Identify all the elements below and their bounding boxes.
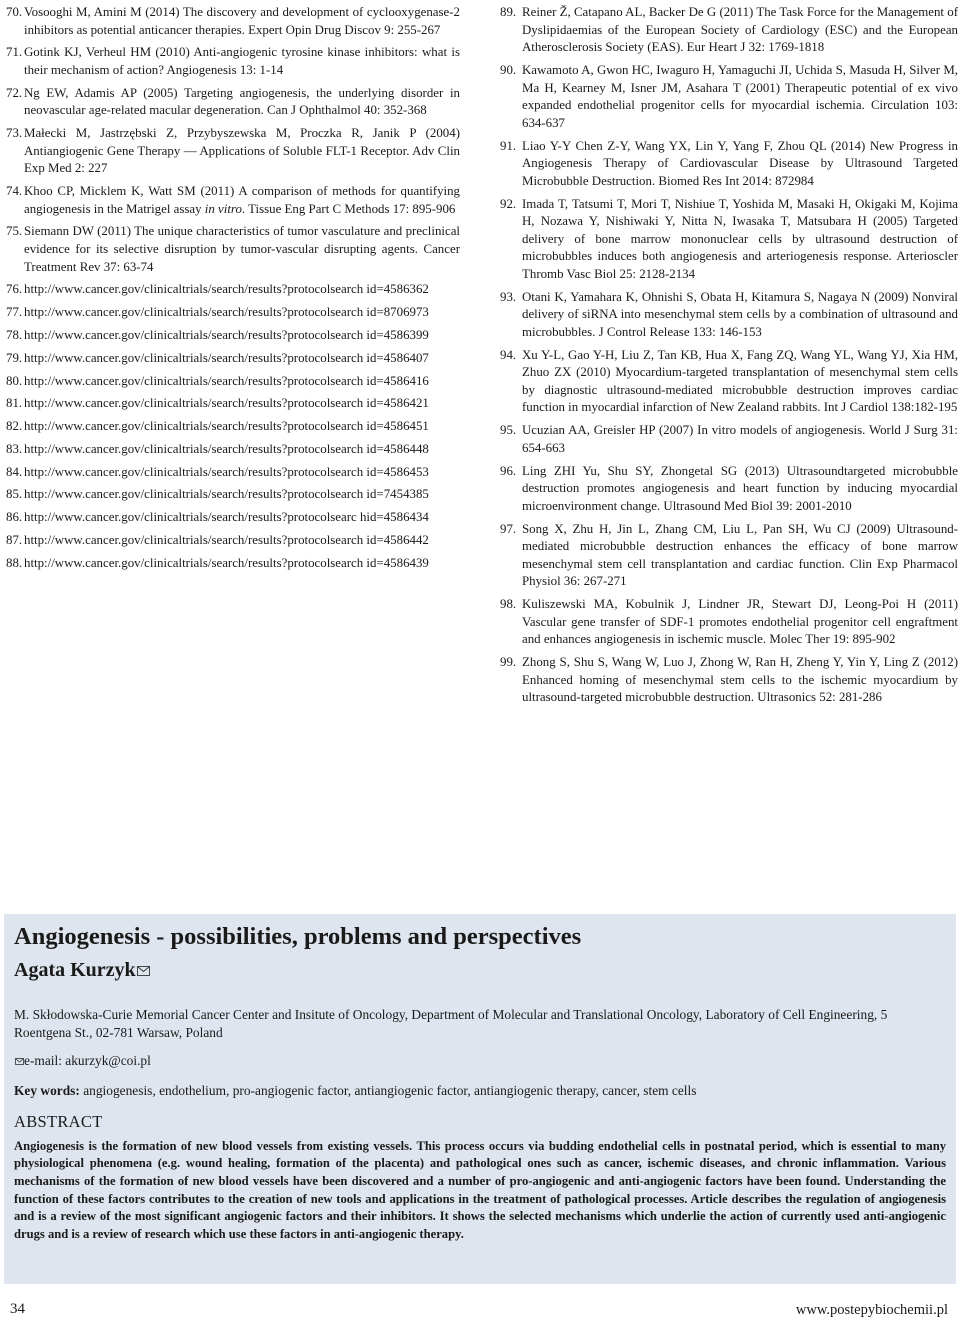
reference-text: http://www.cancer.gov/clinicaltrials/search/results?protocolsearch id=4586448 — [24, 441, 429, 456]
reference-item — [6, 555, 460, 573]
keywords-text: angiogenesis, endothelium, pro-angiogenic factor, antiangiogenic factor, antiangiogenic therapy, cancer, stem cells — [83, 1082, 697, 1098]
reference-text: Otani K, Yamahara K, Ohnishi S, Obata H, Kitamura S, Nagaya N (2009) Nonviral delivery of siRNA into mesenchymal stem cells by a combination of ultrasound and microbubbles. J Control Release 133: 146-153 — [522, 289, 958, 339]
reference-text: Zhong S, Shu S, Wang W, Luo J, Zhong W, Ran H, Zheng Y, Yin Y, Ling Z (2012) Enhanced homing of mesenchymal stem cells to the ischemic myocardium by ultrasound-targeted microbubble destruction. Ultrasonics 52: 281-286 — [522, 655, 958, 705]
reference-text: http://www.cancer.gov/clinicaltrials/search/results?protocolsearch id=4586407 — [24, 350, 429, 365]
abstract-text: Angiogenesis is the formation of new blood vessels from existing vessels. This process occurs via budding endothelial cells in postnatal period, which is essential to many physiological phenomena (e.g. wound healing, formation of the placenta) and pathological ones such as cancer, ischemic diseases, and chronic inflammation. Various mechanisms of the formation of new blood vessels have been discovered and a number of pro-angiogenic and anti-angiogenic factors have been found. Understanding the function of these factors contributes to the creation of new tools and applications in the treatment of pathological processes. Article describes the regulation of angiogenesis and is a review of the most significant angiogenic factors and their inhibitors. It shows the selected mechanisms which underlie the action of currently used anti-angiogenic drugs and is a review of research which use these factors in anti-angiogenic therapy. — [14, 1138, 946, 1241]
reference-text: Song X, Zhu H, Jin L, Zhang CM, Liu L, Pan SH, Wu CJ (2009) Ultrasound-mediated microbubble destruction enhances the efficacy of bone marrow mesenchymal stem cell transplantation and cardiac function. Clin Exp Pharmacol Physiol 36: 267-271 — [522, 521, 958, 589]
reference-item — [500, 596, 958, 649]
abstract-box — [4, 914, 956, 1284]
reference-number: 98. — [500, 597, 517, 612]
reference-number: 83. — [6, 441, 23, 456]
reference-item — [6, 373, 460, 391]
reference-item — [500, 196, 958, 284]
reference-number: 81. — [6, 396, 23, 411]
keywords-label: Key words: — [14, 1082, 80, 1098]
reference-text: Ling ZHI Yu, Shu SY, Zhongetal SG (2013) Ultrasoundtargeted microbubble destruction promotes angiogenesis and heart function by inducing myocardial microenvironment change. Ultrasound Med Biol 39: 2001-2010 — [522, 463, 958, 513]
reference-text: Siemann DW (2011) The unique characteristics of tumor vasculature and preclinical evidence for its selective disruption by tumor-vascular disrupting agents. Cancer Treatment Rev 37: 63-74 — [24, 224, 460, 274]
reference-number: 80. — [6, 373, 23, 388]
author-email — [14, 1052, 946, 1070]
reference-number: 99. — [500, 655, 517, 670]
reference-item — [6, 464, 460, 482]
reference-item — [6, 441, 460, 459]
reference-text: Ng EW, Adamis AP (2005) Targeting angiogenesis, the underlying disorder in neovascular age-related macular degeneration. Can J Ophthalmol 40: 352-368 — [24, 85, 460, 118]
reference-item — [500, 62, 958, 132]
envelope-icon — [15, 1052, 24, 1070]
reference-item — [6, 350, 460, 368]
reference-text: http://www.cancer.gov/clinicaltrials/search/results?protocolsearch id=4586451 — [24, 419, 429, 434]
reference-item — [500, 289, 958, 342]
reference-text: http://www.cancer.gov/clinicaltrials/search/results?protocolsearch id=4586439 — [24, 555, 429, 570]
reference-text: http://www.cancer.gov/clinicaltrials/search/results?protocolsearch id=7454385 — [24, 487, 429, 502]
reference-item — [6, 125, 460, 178]
envelope-icon — [137, 956, 150, 984]
reference-number: 76. — [6, 282, 23, 297]
reference-text: Reiner Ž, Catapano AL, Backer De G (2011) The Task Force for the Management of Dyslipidaemias of the European Society of Cardiology (ESC) and the European Atherosclerosis Society (EAS). Eur Heart J 32: 1769-1818 — [522, 5, 958, 55]
reference-text-part: Khoo CP, Micklem K, Watt SM (2011) A comparison of methods for quantifying angiogenesis in the Matrigel assay — [24, 184, 460, 216]
reference-text: Kawamoto A, Gwon HC, Iwaguro H, Yamaguchi JI, Uchida S, Masuda H, Silver M, Ma H, Kearney M, Isner JM, Asahara T (2001) Therapeutic potential of ex vivo expanded endothelial progenitor cells for myocardial ischemia. Circulation 103: 634-637 — [522, 62, 958, 130]
reference-item — [6, 44, 460, 79]
reference-item — [500, 521, 958, 591]
author-affiliation: M. Skłodowska-Curie Memorial Cancer Center and Insitute of Oncology, Department of Molecular and Translational Oncology, Laboratory of Cell Engineering, 5 Roentgena St., 02-781 Warsaw, Poland — [14, 1007, 888, 1041]
reference-item — [6, 183, 460, 218]
reference-item — [6, 85, 460, 120]
reference-number: 94. — [500, 347, 517, 362]
abstract-heading: ABSTRACT — [14, 1111, 103, 1131]
reference-number: 96. — [500, 463, 517, 478]
reference-text: Małecki M, Jastrzębski Z, Przybyszewska M, Proczka R, Janik P (2004) Antiangiogenic Gene Therapy — Applications of Soluble FLT-1 Receptor. Adv Clin Exp Med 2: 227 — [24, 126, 460, 176]
reference-text: Kuliszewski MA, Kobulnik J, Lindner JR, Stewart DJ, Leong-Poi H (2011) Vascular gene transfer of SDF-1 promotes endothelial progenitor cell engraftment and enhances angiogenesis in ischemic muscle. Molec Ther 19: 895-902 — [522, 597, 958, 647]
reference-item — [6, 327, 460, 345]
reference-item — [500, 463, 958, 516]
reference-text — [24, 183, 460, 218]
reference-number: 91. — [500, 138, 517, 153]
reference-text: http://www.cancer.gov/clinicaltrials/search/results?protocolsearch id=4586362 — [24, 282, 429, 297]
reference-text: Ucuzian AA, Greisler HP (2007) In vitro models of angiogenesis. World J Surg 31: 654-663 — [522, 423, 958, 455]
reference-number: 90. — [500, 62, 517, 77]
reference-number: 92. — [500, 196, 517, 211]
reference-number: 72. — [6, 85, 23, 100]
reference-number: 74. — [6, 184, 23, 199]
reference-text: http://www.cancer.gov/clinicaltrials/search/results?protocolsearch id=4586442 — [24, 533, 429, 548]
reference-italic: in vitro — [204, 201, 242, 216]
reference-item — [500, 347, 958, 417]
reference-text: Vosooghi M, Amini M (2014) The discovery and development of cyclooxygenase-2 inhibitors as potential anticancer therapies. Expert Opin Drug Discov 9: 255-267 — [24, 5, 460, 37]
reference-number: 70. — [6, 5, 23, 19]
reference-item — [6, 304, 460, 322]
reference-number: 89. — [500, 5, 517, 19]
references-left-column — [6, 4, 460, 578]
reference-number: 93. — [500, 289, 517, 304]
reference-number: 86. — [6, 510, 23, 525]
article-title: Angiogenesis - possibilities, problems and perspectives — [14, 923, 582, 950]
reference-item — [6, 509, 460, 527]
reference-text: Gotink KJ, Verheul HM (2010) Anti-angiogenic tyrosine kinase inhibitors: what is their mechanism of action? Angiogenesis 13: 1-14 — [24, 45, 460, 77]
reference-number: 71. — [6, 45, 23, 60]
reference-text: http://www.cancer.gov/clinicaltrials/search/results?protocolsearch id=4586416 — [24, 373, 429, 388]
reference-item — [6, 486, 460, 504]
reference-item — [6, 281, 460, 299]
references-right-column — [500, 4, 958, 712]
reference-item — [500, 138, 958, 191]
reference-text: Imada T, Tatsumi T, Mori T, Nishiue T, Yoshida M, Masaki H, Okigaki M, Kojima H, Nozawa Y, Nishiwaki Y, Nitta N, Iwasaka T, Matsubara H (2005) Targeted delivery of bone marrow mononuclear cells by ultrasound destruction of microbubbles induces both angiogenesis and arteriogenesis response. Arterioscler Thromb Vasc Biol 25: 2128-2134 — [522, 196, 958, 281]
reference-item — [6, 223, 460, 276]
reference-number: 77. — [6, 305, 23, 320]
reference-number: 75. — [6, 224, 23, 239]
article-author — [14, 956, 946, 984]
reference-text: Liao Y-Y Chen Z-Y, Wang YX, Lin Y, Yang F, Zhou QL (2014) New Progress in Angiogenesis Therapy of Cardiovascular Disease by Ultrasound Targeted Microbubble Destruction. Biomed Res Int 2014: 872984 — [522, 138, 958, 188]
reference-number: 87. — [6, 533, 23, 548]
reference-number: 82. — [6, 419, 23, 434]
keywords — [14, 1082, 946, 1100]
reference-number: 95. — [500, 423, 517, 438]
reference-text: http://www.cancer.gov/clinicaltrials/search/results?protocolsearch id=4586421 — [24, 396, 429, 411]
reference-number: 85. — [6, 487, 23, 502]
reference-item — [6, 4, 460, 39]
reference-number: 84. — [6, 464, 23, 479]
reference-number: 88. — [6, 555, 23, 570]
reference-item — [500, 422, 958, 457]
reference-item — [500, 4, 958, 57]
reference-text-part: . Tissue Eng Part C Methods 17: 895-906 — [241, 201, 456, 216]
reference-item — [500, 654, 958, 707]
reference-text: http://www.cancer.gov/clinicaltrials/search/results?protocolsearch id=8706973 — [24, 305, 429, 320]
reference-text: http://www.cancer.gov/clinicaltrials/search/results?protocolsearch id=4586453 — [24, 464, 429, 479]
reference-number: 78. — [6, 328, 23, 342]
reference-text: http://www.cancer.gov/clinicaltrials/search/results?protocolsearch id=4586399 — [24, 328, 429, 342]
page-number: 34 — [10, 1301, 25, 1317]
reference-item — [6, 532, 460, 550]
reference-number: 97. — [500, 521, 517, 536]
email-text[interactable]: e-mail: akurzyk@coi.pl — [24, 1053, 151, 1069]
reference-number: 73. — [6, 126, 23, 141]
reference-number: 79. — [6, 350, 23, 365]
reference-text: http://www.cancer.gov/clinicaltrials/search/results?protocolsearc hid=4586434 — [24, 510, 429, 525]
reference-text: Xu Y-L, Gao Y-H, Liu Z, Tan KB, Hua X, Fang ZQ, Wang YL, Wang YJ, Xia HM, Zhuo ZX (2010) Myocardium-targeted transplantation of mesenchymal stem cells by diagnostic ultrasound-mediated microbubble destruction improves cardiac function in myocardial infarction of New Zealand rabbits. Int J Cardiol 138:182-195 — [522, 347, 958, 415]
reference-item — [6, 418, 460, 436]
reference-item — [6, 395, 460, 413]
author-name: Agata Kurzyk — [14, 959, 136, 981]
journal-url[interactable]: www.postepybiochemii.pl — [795, 1302, 948, 1318]
